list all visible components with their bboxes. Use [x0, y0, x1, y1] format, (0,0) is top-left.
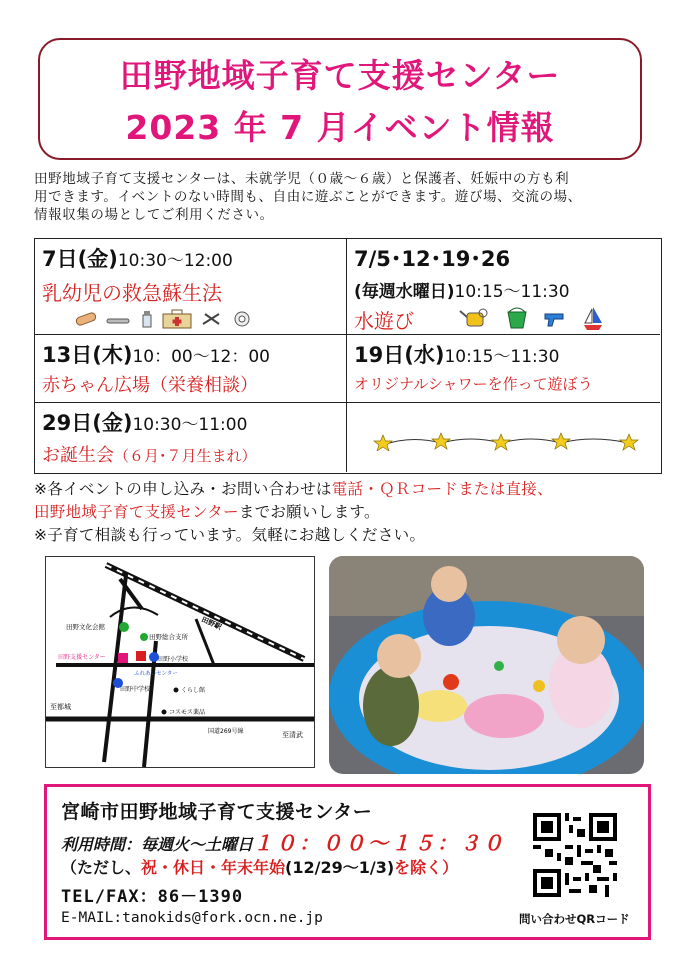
hours-label: 利用時間：毎週火～土曜日 [61, 835, 254, 854]
event-weekday: (木) [92, 343, 133, 367]
event-date: 7日 [42, 247, 78, 271]
qr-code-label: 問い合わせQRコード [519, 912, 630, 926]
event-date: 13日 [42, 343, 93, 367]
map-label: 国道269号線 [208, 728, 244, 735]
bucket-icon [505, 306, 529, 334]
map-label: 田野総合支所 [149, 633, 188, 641]
except-text: （ただし、 [61, 858, 142, 877]
except-highlight: を除く） [394, 858, 459, 877]
event-title-main: お誕生会 [42, 445, 114, 466]
phone-fax: TEL/FAX：86－1390 [61, 887, 244, 907]
note-highlight: 電話・ＱＲコードまたは直接、 [331, 480, 553, 498]
map-label: 田野駅 [200, 615, 223, 632]
note-highlight: 田野地域子育て支援センター [34, 503, 239, 521]
event-when [42, 339, 270, 369]
first-aid-illustrations [75, 309, 254, 333]
event-time: 10:15～11:30 [454, 282, 570, 302]
map-label: コスモス薬品 [169, 709, 206, 716]
water-play-photo [329, 556, 644, 774]
map-label: 田野支援センター [58, 654, 106, 661]
watering-can-icon [459, 307, 491, 333]
opening-hours [61, 827, 506, 856]
star-garland-illustration [371, 431, 641, 451]
event-when-detail [354, 277, 570, 302]
event-date: 7/5･12･19･26 [354, 247, 511, 271]
note-contact [34, 478, 664, 501]
event-when [354, 339, 559, 369]
event-title: 乳幼児の救急蘇生法 [42, 281, 222, 305]
event-cell [347, 335, 660, 403]
center-name: 宮崎市田野地域子育て支援センター [61, 801, 373, 823]
event-when [42, 243, 233, 273]
event-when [354, 243, 510, 273]
note-text: ※各イベントの申し込み・お問い合わせは [34, 480, 332, 498]
event-weekday: (金) [92, 411, 133, 435]
event-date: 29日 [42, 411, 93, 435]
hours-time: １０：００～１５：３０ [253, 831, 507, 855]
map-label: ふれあいセンター [134, 671, 178, 677]
note-text: までお願いします。 [238, 503, 380, 521]
title-box [38, 38, 642, 160]
scissors-icon [201, 312, 221, 330]
map-label: 至清武 [282, 731, 303, 739]
tape-roll-icon [230, 310, 254, 332]
event-time: 10:15～11:30 [444, 347, 560, 367]
event-title: 水遊び [354, 309, 414, 333]
access-map [45, 556, 315, 768]
first-aid-kit-icon [162, 309, 192, 333]
center-info-box [44, 784, 651, 940]
event-table [34, 238, 662, 474]
water-gun-icon [543, 308, 567, 332]
map-label: 田野中学校 [120, 686, 151, 693]
map-label: 至都城 [50, 703, 71, 711]
page-title: 田野地域子育て支援センター [119, 56, 561, 95]
qr-code-icon[interactable] [533, 813, 617, 897]
thermometer-icon [106, 312, 132, 330]
intro-line: 田野地域子育て支援センターは、未就学児（０歳～６歳）と保護者、妊娠中の方も利 [34, 171, 570, 187]
intro-text [34, 170, 664, 224]
except-highlight: 祝・休日・年末年始 [141, 858, 286, 877]
event-time: 10:30～12:00 [117, 251, 233, 271]
map-label: 田野小学校 [158, 656, 189, 663]
note-contact-cont [34, 501, 664, 524]
sailboat-icon [581, 305, 605, 335]
closed-days [61, 855, 458, 878]
event-cell [35, 403, 347, 472]
map-label: くらし館 [181, 687, 206, 694]
event-weekday: (水) [404, 343, 445, 367]
event-title: オリジナルシャワーを作って遊ぼう [354, 375, 593, 393]
email-address: E-MAIL:tanokids@fork.ocn.ne.jp [61, 910, 323, 926]
event-date: 19日 [354, 343, 405, 367]
intro-line: 用できます。イベントのない時間も、自由に遊ぶことができます。遊び場、交流の場、 [34, 189, 582, 205]
map-label: 田野文化会館 [66, 623, 105, 631]
event-weekday: (毎週水曜日) [354, 282, 455, 302]
page-subtitle: 2023 年 7 月イベント情報 [125, 108, 555, 147]
event-weekday: (金) [77, 247, 118, 271]
event-cell [35, 239, 347, 335]
intro-line: 情報収集の場としてご利用ください。 [34, 207, 274, 223]
bandage-icon [75, 312, 97, 330]
event-time: 10:30～11:00 [132, 415, 248, 435]
medicine-bottle-icon [141, 310, 153, 332]
decoration-cell [347, 403, 660, 472]
note-consult: ※子育て相談も行っています。気軽にお越しください。 [34, 526, 426, 544]
event-cell [347, 239, 660, 335]
event-title-sub: （６月･７月生まれ） [114, 447, 257, 465]
event-time: 10：00～12：00 [132, 347, 270, 367]
water-play-illustrations [459, 305, 605, 335]
event-title [42, 441, 257, 467]
event-when [42, 407, 247, 437]
notes [34, 478, 664, 547]
event-cell [35, 335, 347, 403]
event-title: 赤ちゃん広場（栄養相談） [42, 375, 258, 396]
except-text: (12/29～1/3) [285, 858, 395, 877]
